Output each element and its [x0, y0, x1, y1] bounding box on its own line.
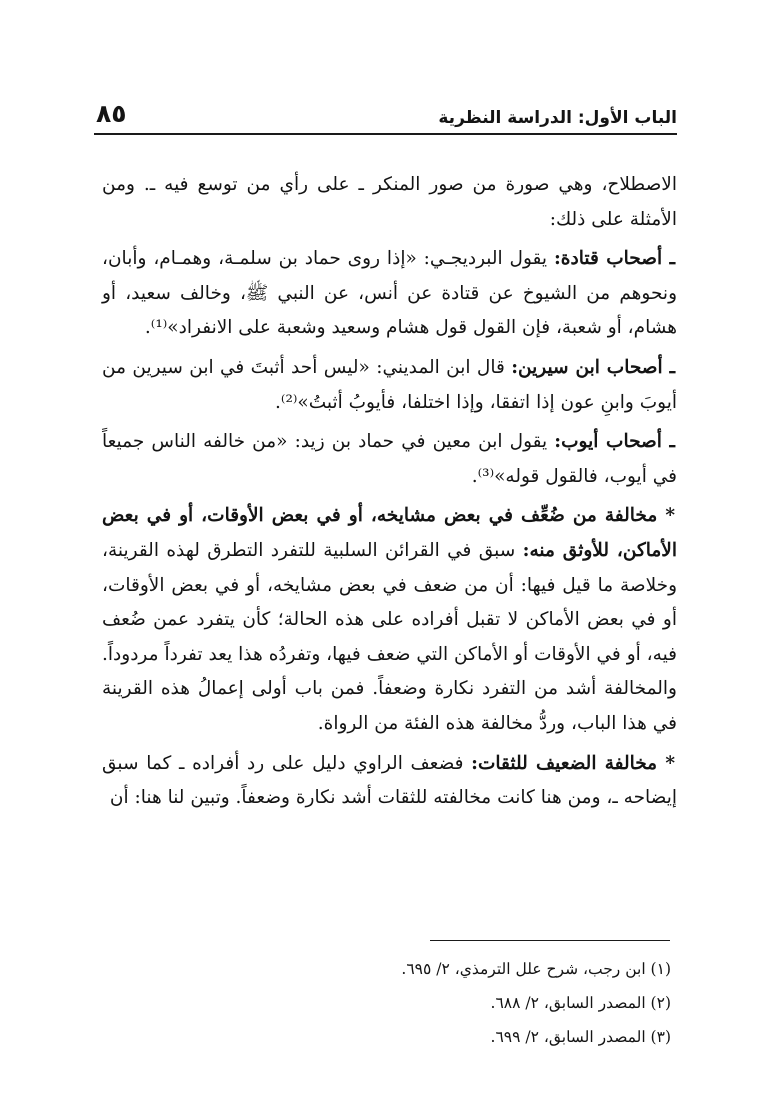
page-number: ٨٥ [96, 99, 127, 128]
ibn-sirin-label: ـ أصحاب ابن سيرين: [511, 356, 675, 378]
ibn-sirin-paragraph [102, 351, 677, 420]
ayyub-label: ـ أصحاب أيوب: [554, 431, 675, 453]
footnote-rule [430, 940, 670, 941]
running-header [96, 92, 677, 128]
chapter-title: الباب الأول: الدراسة النظرية [438, 108, 677, 128]
weak-vs-thiqat-heading: * مخالفة الضعيف للثقات: [471, 752, 676, 774]
ayyub-paragraph [102, 425, 677, 494]
weak-vs-thiqat-paragraph [102, 747, 677, 816]
weak-narrator-paragraph [102, 499, 677, 741]
ibn-sirin-text: قال ابن المديني: «ليس أحد أثبتَ في ابن سيرين من أيوبَ وابنِ عون إذا اتفقا، وإذا اختلفا، فأيوبُ أثبتُ»⁽²⁾. [102, 356, 677, 413]
footnote-2: (٢) المصدر السابق، ٢/ ٦٨٨. [490, 994, 671, 1012]
intro-paragraph: الاصطلاح، وهي صورة من صور المنكر ـ على رأي من توسع فيه ـ. ومن الأمثلة على ذلك: [102, 174, 677, 230]
header-rule [94, 133, 677, 135]
weak-narrator-heading: * مخالفة من ضُعِّف في بعض مشايخه، أو في بعض الأوقات، أو في بعض الأماكن، للأوثق منه: [102, 505, 677, 561]
weak-vs-thiqat-text: فضعف الراوي دليل على رد أفراده ـ كما سبق إيضاحه ـ، ومن هنا كانت مخالفته للثقات أشد نكارة وضعفاً. وتبين لنا هنا: أن [102, 752, 677, 809]
footnote-1: (١) ابن رجب، شرح علل الترمذي، ٢/ ٦٩٥. [401, 960, 671, 978]
qatada-text: يقول البرديجـي: «إذا روى حماد بن سلمـة، وهمـام، وأبان، ونحوهم من الشيوخ عن قتادة عن أنس، عن النبي ﷺ، وخالف سعيد، أو هشام، أو شعبة، فإن القول قول هشام وسعيد وشعبة على الانفراد»⁽¹⁾. [102, 248, 677, 339]
main-text [102, 168, 677, 821]
ayyub-text: يقول ابن معين في حماد بن زيد: «من خالفه الناس جميعاً في أيوب، فالقول قوله»⁽³⁾. [102, 431, 677, 487]
footnotes [96, 952, 671, 1054]
qatada-label: ـ أصحاب قتادة: [553, 248, 675, 270]
footnote-3: (٣) المصدر السابق، ٢/ ٦٩٩. [490, 1028, 671, 1046]
qatada-paragraph [102, 242, 677, 346]
weak-narrator-text: سبق في القرائن السلبية للتفرد التطرق لهذه القرينة، وخلاصة ما قيل فيها: أن من ضعف في بعض مشايخه، أو في بعض الأوقات، أو في بعض الأماكن لا تقبل أفراده على هذه الحالة؛ كأن يتفرد عمن ضُعف فيه، أو في الأوقات أو الأماكن التي ضعف فيها، وتفردُه هذا يعد تفرداً مردوداً. والمخالفة أشد من التفرد نكارة وضعفاً. فمن باب أولى إعمالُ هذه القرينة في هذا الباب، وردُّ مخالفة هذه الفئة من الرواة. [102, 539, 677, 734]
